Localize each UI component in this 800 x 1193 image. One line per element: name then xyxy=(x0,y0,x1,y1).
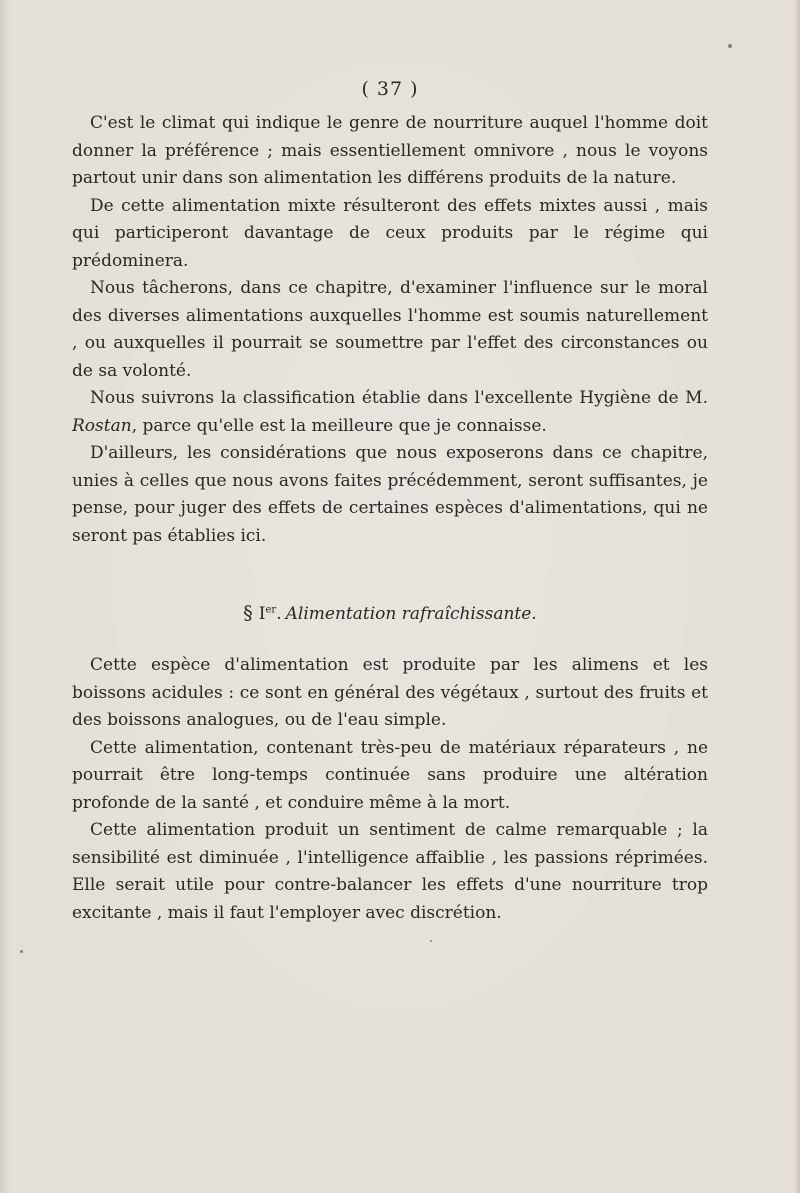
section-heading xyxy=(0,602,780,624)
paragraph-considerations: D'ailleurs, les considérations que nous exposerons dans ce chapitre, unies à celles que nous avons faites précédemment, seront suffisantes, je pense, pour juger des effets de certaines espèces d'alimentations, qui ne seront pas établies ici. xyxy=(72,443,708,546)
page-edge-shadow-right xyxy=(794,0,800,1193)
paragraph-classification-end: , parce qu'elle est la meilleure que je connaisse. xyxy=(131,415,547,436)
paragraph-climat: C'est le climat qui indique le genre de nourriture auquel l'homme doit donner la préférence ; mais essentiellement omnivore , nous le voyons partout unir dans son alimentation les différens produits de la nature. xyxy=(72,113,708,188)
paper-speck xyxy=(20,950,23,953)
paragraph-classification xyxy=(72,385,708,440)
author-name-rostan: Rostan xyxy=(72,415,132,436)
paragraph-chapitre-influence: Nous tâcherons, dans ce chapitre, d'examiner l'influence sur le moral des diverses alimentations auxquelles l'homme est soumis naturellement , ou auxquelles il pourrait se soumettre par l'effet des circonstances ou de sa volonté. xyxy=(72,278,708,381)
page-edge-shadow-left xyxy=(0,0,10,1193)
paragraph-espece-alimentation: Cette espèce d'alimentation est produite par les alimens et les boissons acidules : ce sont en général des végétaux , surtout des fruits et des boissons analogues, ou de l'eau simple. xyxy=(72,655,708,730)
paragraph-classification-start: Nous suivrons la classification établie dans l'excellente Hygiène de M. xyxy=(90,388,708,408)
section-number-roman: I xyxy=(258,604,266,624)
text-block-bottom xyxy=(72,652,708,927)
paragraph-sentiment-calme: Cette alimentation produit un sentiment de calme remarquable ; la sensibilité est diminuée , l'intelligence affaiblie , les passions réprimées. Elle serait utile pour contre-balancer les effets d'une nourriture trop excitante , mais il faut l'employer avec discrétion. xyxy=(72,820,708,923)
section-title: Alimentation rafraîchissante. xyxy=(285,604,537,624)
text-block-top xyxy=(72,110,708,550)
section-symbol: § xyxy=(243,602,253,624)
paper-speck xyxy=(728,44,732,48)
paragraph-alimentation-mixte: De cette alimentation mixte résulteront des effets mixtes aussi , mais qui participeront davantage de ceux produits par le régime qui prédominera. xyxy=(72,195,708,271)
page-number: ( 37 ) xyxy=(361,78,419,100)
section-number-superscript: er xyxy=(265,604,277,616)
paragraph-materiaux-reparateurs: Cette alimentation, contenant très-peu de matériaux réparateurs , ne pourrait être long-temps continuée sans produire une altération profonde de la santé , et conduire même à la mort. xyxy=(72,737,708,813)
section-number: Ier. xyxy=(258,604,282,624)
paper-speck xyxy=(430,940,432,942)
